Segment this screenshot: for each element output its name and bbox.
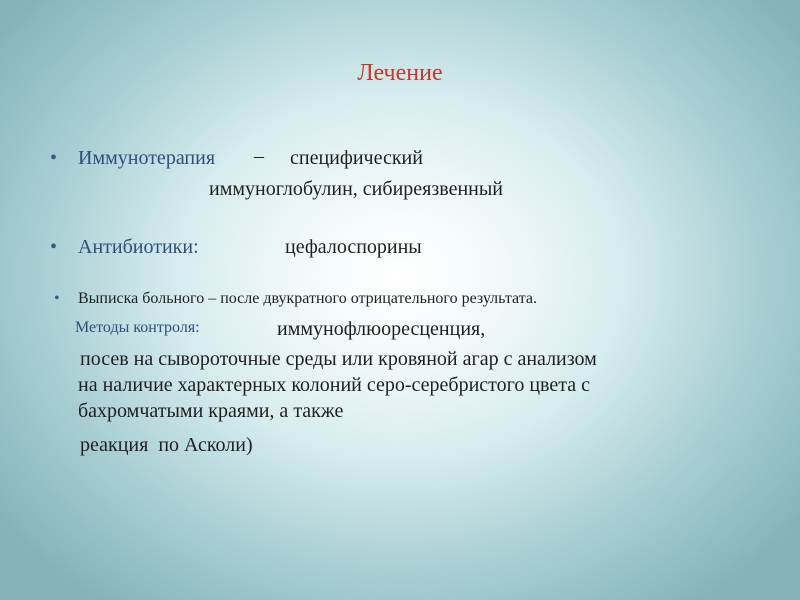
immunotherapy-label: Иммунотерапия: [78, 147, 216, 169]
bullet-icon: •: [54, 290, 60, 307]
control-methods-line-1: посев на сывороточные среды или кровяной агар с анализом: [80, 348, 597, 370]
control-methods-value: иммунофлюоресценция,: [277, 318, 486, 340]
control-methods-line-4: реакция по Асколи): [80, 434, 253, 456]
control-methods-label: Методы контроля:: [75, 319, 200, 336]
slide-title: Лечение: [357, 60, 443, 86]
bullet-icon: •: [50, 236, 58, 258]
antibiotics-label: Антибиотики:: [78, 236, 199, 258]
immunotherapy-line-1: специфический: [290, 147, 423, 169]
control-methods-line-2: на наличие характерных колоний серо-серебристого цвета с: [78, 374, 591, 396]
bullet-icon: •: [50, 147, 58, 169]
immunotherapy-dash: –: [254, 145, 264, 167]
immunotherapy-line-2: иммуноглобулин, сибиреязвенный: [209, 178, 503, 200]
discharge-text: Выписка больного – после двукратного отрицательного результата.: [78, 290, 537, 307]
control-methods-line-3: бахромчатыми краями, а также: [78, 400, 344, 422]
antibiotics-value: цефалоспорины: [285, 236, 422, 258]
